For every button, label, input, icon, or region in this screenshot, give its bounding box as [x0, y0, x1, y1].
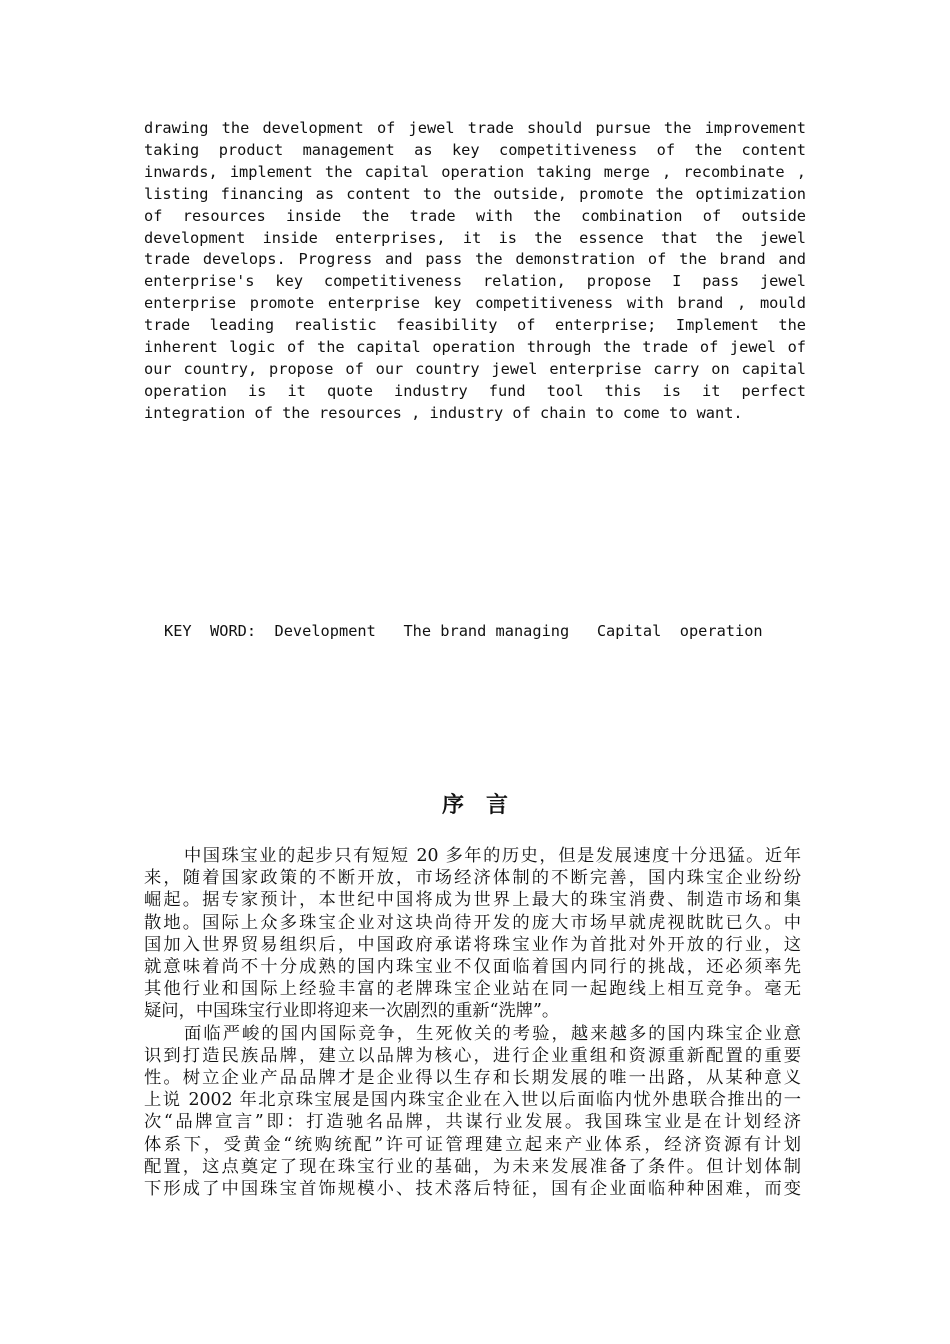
preface-line: 上说 2002 年北京珠宝展是国内珠宝企业在入世以后面临内忧外患联合推出的一 — [144, 1090, 801, 1111]
keywords-line: KEY WORD: Development The brand managing Capital operation — [164, 622, 763, 640]
preface-line: 其他行业和国际上经验丰富的老牌珠宝企业站在同一起跑线上相互竞争。毫无 — [144, 979, 801, 1000]
abstract-line: development inside enterprises, it is the essence that the jewel — [144, 228, 806, 247]
preface-line: 体系下，受黄金“统购统配”许可证管理建立起来产业体系，经济资源有计划 — [144, 1134, 801, 1155]
abstract-line: drawing the development of jewel trade should pursue the improvement — [144, 119, 806, 137]
preface-line: 中国珠宝业的起步只有短短 20 多年的历史，但是发展速度十分迅猛。近年 — [184, 846, 801, 866]
preface-line: 性。树立企业产品品牌才是企业得以生存和长期发展的唯一出路，从某种意义 — [144, 1068, 801, 1089]
preface-line: 识到打造民族品牌，建立以品牌为核心，进行企业重组和资源重新配置的重要 — [144, 1045, 801, 1066]
abstract-line: taking product management as key competitiveness of the content — [144, 140, 806, 159]
preface-line: 散地。国际上众多珠宝企业对这块尚待开发的庞大市场早就虎视眈眈已久。中 — [144, 912, 801, 933]
preface-line: 就意味着尚不十分成熟的国内珠宝业不仅面临着国内同行的挑战，还必须率先 — [144, 957, 801, 978]
preface-body — [144, 845, 801, 1200]
preface-line: 国加入世界贸易组织后，中国政府承诺将珠宝业作为首批对外开放的行业，这 — [144, 934, 801, 955]
abstract-line: enterprise's key competitiveness relation, propose I pass jewel — [144, 272, 806, 291]
abstract-line: trade develops. Progress and pass the demonstration of the brand and — [144, 250, 806, 269]
preface-line: 次“品牌宣言”即：打造驰名品牌，共谋行业发展。我国珠宝业是在计划经济 — [144, 1112, 801, 1133]
abstract-line: operation is it quote industry fund tool this is it perfect — [144, 381, 806, 400]
abstract-line: inherent logic of the capital operation through the trade of jewel of — [144, 338, 806, 357]
abstract-text — [144, 118, 806, 425]
preface-line: 下形成了中国珠宝首饰规模小、技术落后特征，国有企业面临种种困难，而变 — [144, 1179, 801, 1200]
abstract-line: of resources inside the trade with the combination of outside — [144, 206, 806, 225]
preface-line: 配置，这点奠定了现在珠宝行业的基础，为未来发展准备了条件。但计划体制 — [144, 1156, 801, 1177]
section-title: 序言 — [441, 792, 530, 818]
abstract-line: integration of the resources , industry of chain to come to want. — [144, 403, 743, 422]
abstract-line: inwards, implement the capital operation taking merge , recombinate , — [144, 162, 806, 181]
abstract-line: trade leading realistic feasibility of enterprise; Implement the — [144, 316, 806, 335]
preface-line: 来，随着国家政策的不断开放，市场经济体制的不断完善，国内珠宝企业纷纷 — [144, 868, 801, 889]
preface-line: 疑问，中国珠宝行业即将迎来一次剧烈的重新“洗牌”。 — [144, 1001, 560, 1022]
preface-line: 崛起。据专家预计，本世纪中国将成为世界上最大的珠宝消费、制造市场和集 — [144, 890, 801, 911]
abstract-line: our country, propose of our country jewel enterprise carry on capital — [144, 359, 806, 378]
preface-line: 面临严峻的国内国际竞争，生死攸关的考验，越来越多的国内珠宝企业意 — [184, 1023, 801, 1044]
abstract-line: listing financing as content to the outside, promote the optimization — [144, 184, 806, 203]
abstract-line: enterprise promote enterprise key competitiveness with brand , mould — [144, 294, 806, 313]
